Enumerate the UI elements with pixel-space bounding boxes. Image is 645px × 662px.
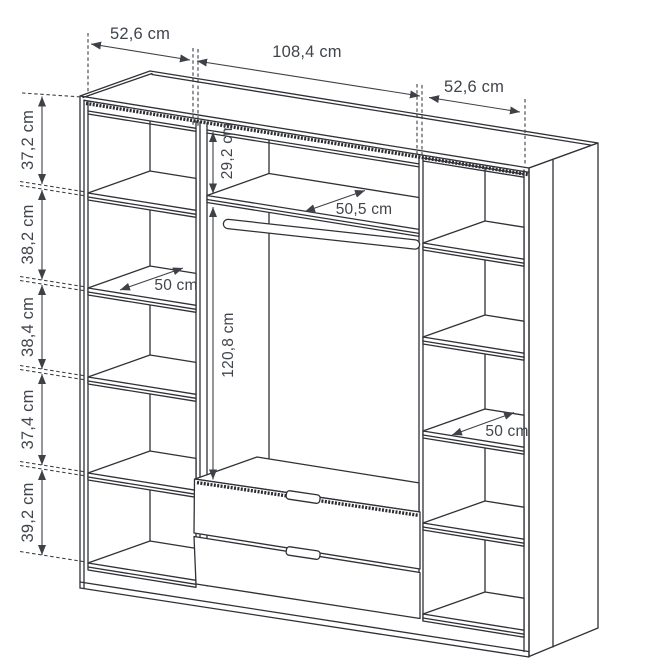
drawer-unit xyxy=(194,457,420,619)
dim-label-hanging-height: 120,8 cm xyxy=(220,312,237,378)
dim-label-left-shelf-depth: 50 cm xyxy=(154,277,198,294)
dim-label-top-left-width: 52,6 cm xyxy=(109,25,171,43)
dim-label-left-height-1: 37,2 cm xyxy=(19,109,37,171)
dim-label-right-shelf-depth: 50 cm xyxy=(485,423,529,440)
dim-label-left-height-5: 39,2 cm xyxy=(19,482,37,543)
left-side-panel xyxy=(80,96,88,588)
dim-label-center-shelf-depth: 50,5 cm xyxy=(335,201,393,218)
right-side-panel xyxy=(529,143,598,657)
dim-label-top-shelf-height: 29,2 cm xyxy=(219,122,236,180)
dim-label-top-center-width: 108,4 cm xyxy=(272,43,342,61)
left-column-shelves xyxy=(88,171,196,587)
right-front-panel xyxy=(524,168,529,657)
dim-label-left-height-2: 38,2 cm xyxy=(19,204,37,265)
wardrobe-drawing xyxy=(80,71,598,657)
dim-label-top-right-width: 52,6 cm xyxy=(443,78,505,96)
dim-label-left-height-4: 37,4 cm xyxy=(19,389,37,450)
dim-label-left-height-3: 38,4 cm xyxy=(19,296,37,358)
